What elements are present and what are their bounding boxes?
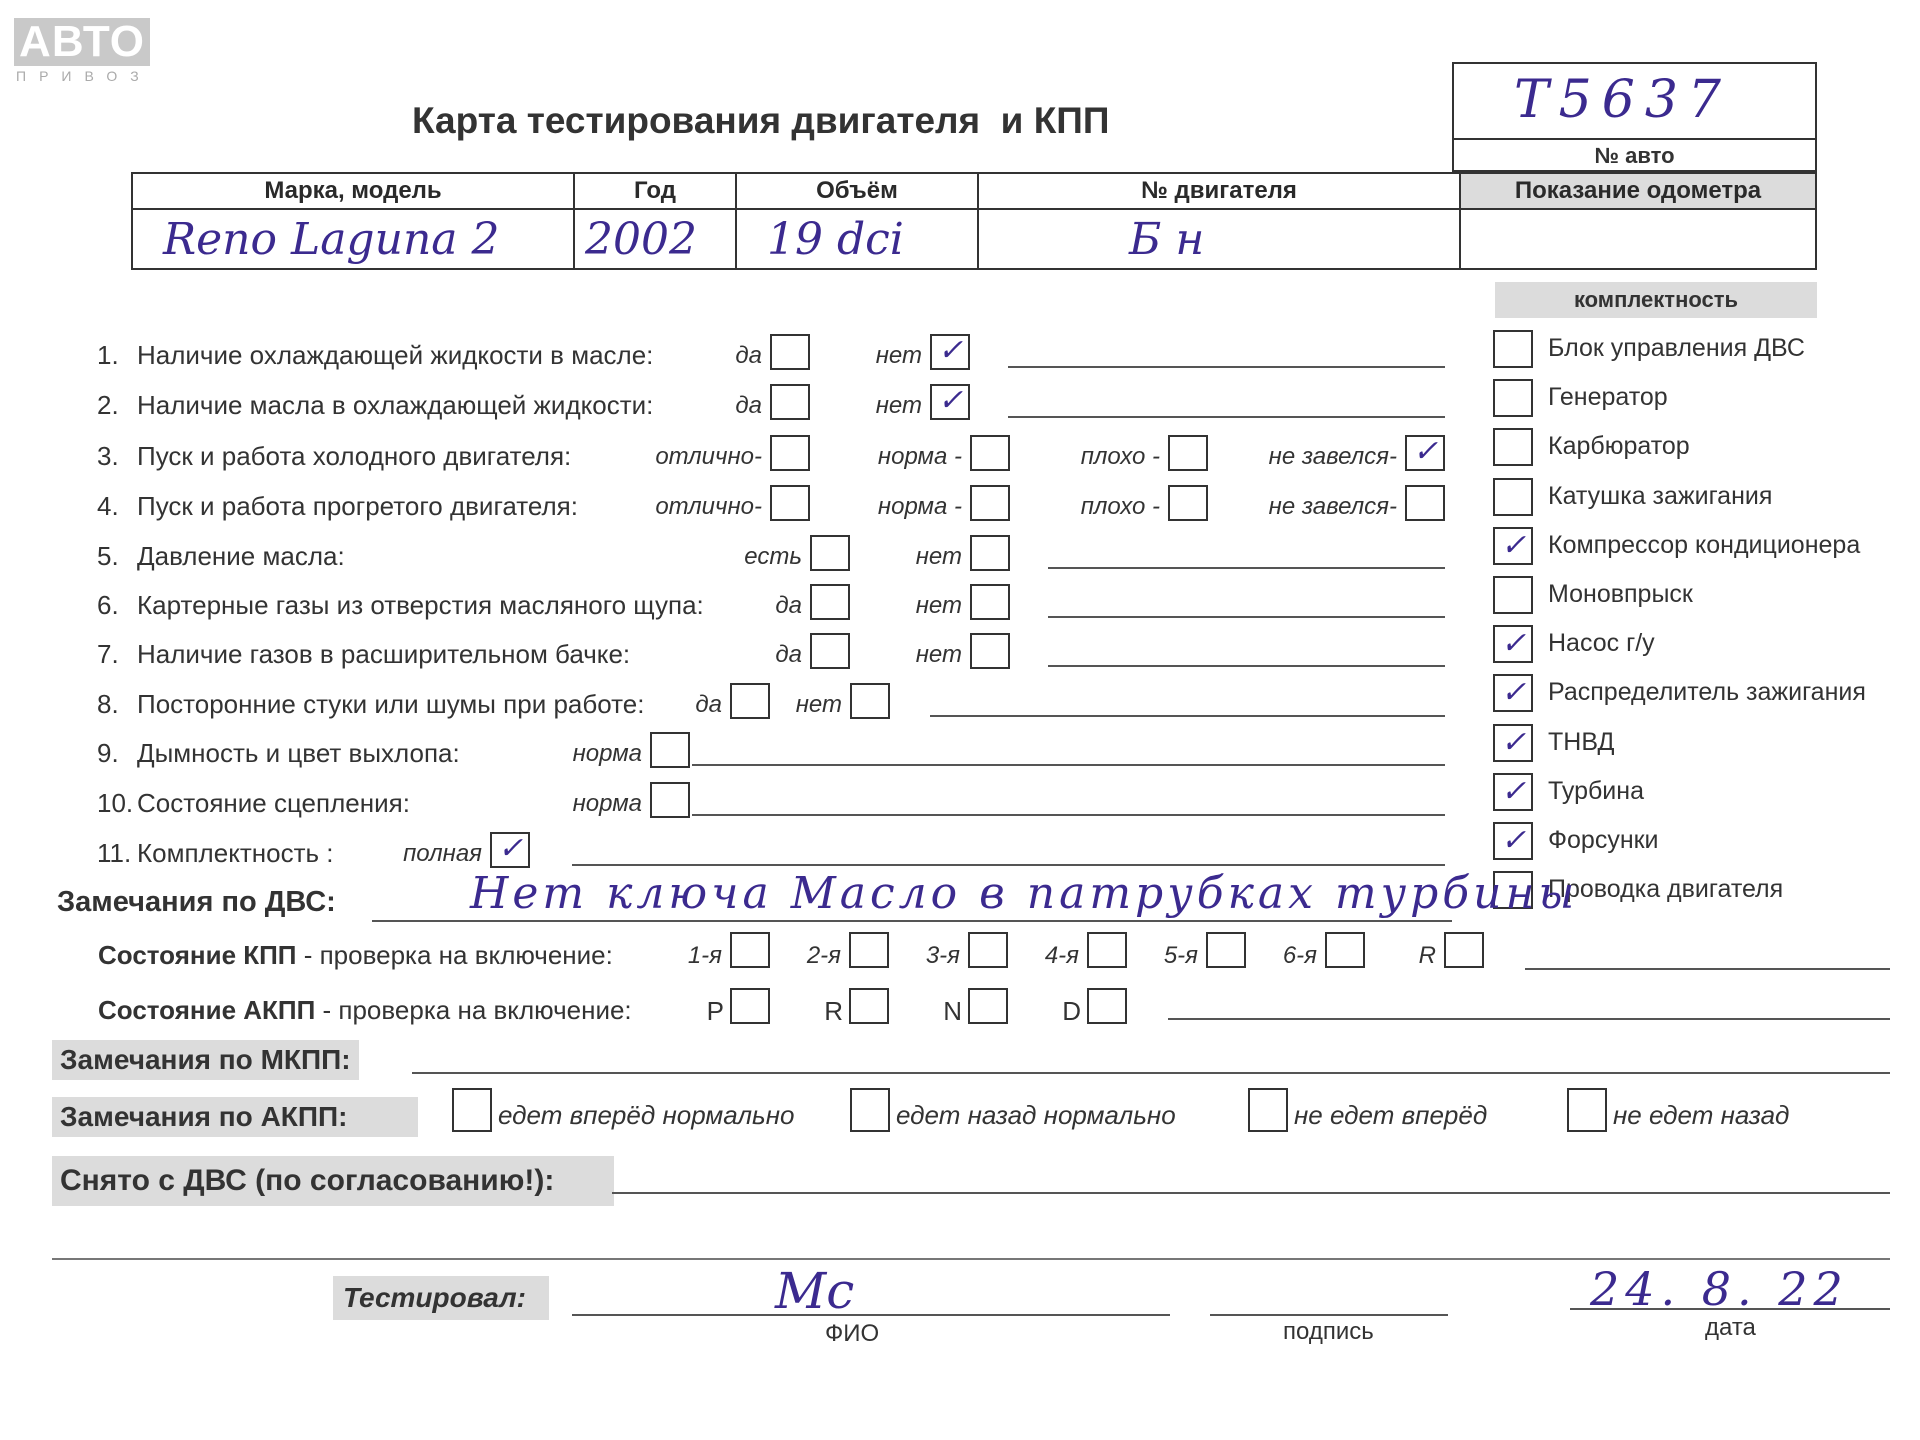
item-number: 10. [97,788,134,818]
akpp-mode-label: D [1062,996,1081,1026]
removed-label: Снято с ДВС (по согласованию!): [52,1156,614,1206]
komplekt-checkbox[interactable] [1493,773,1533,811]
item-option-label: нет [875,392,922,419]
check-mark-icon: ✓ [938,333,964,368]
footer-separator [52,1258,1890,1260]
item-label: Картерные газы из отверстия масляного щупа: [137,590,704,620]
item-number: 6. [97,590,119,620]
item-option-label: нет [795,691,842,718]
komplekt-item-label: Проводка двигателя [1548,875,1784,904]
item-checkbox[interactable] [930,334,970,370]
dvs-remarks-value: Нет ключа Масло в патрубках турбины [470,868,1579,919]
item-checkbox[interactable] [970,584,1010,620]
item-option-label: да [775,592,802,619]
item-number: 8. [97,689,119,719]
sign-label: подпись [1283,1318,1374,1345]
item-number: 1. [97,340,119,370]
item-option-label: да [775,641,802,668]
item-option-label: плохо - [1080,493,1160,520]
volume-value: 19 dci [736,209,978,269]
item-number: 9. [97,738,119,768]
dvs-remarks-line [372,920,1452,922]
header-table [131,172,1817,270]
item-number: 4. [97,491,119,521]
car-number-value: Т5637 [1514,70,1732,130]
odometer-label: Показание одометра [1460,173,1816,209]
kpp-label-rest: - проверка на включение: [296,940,613,970]
akpp-label [98,995,632,1026]
item-answer-line [1048,616,1445,618]
akpp-remark-label: едет вперёд нормально [498,1100,795,1130]
item-checkbox[interactable] [770,384,810,420]
komplekt-checkbox[interactable] [1493,428,1533,466]
akpp-remark-checkbox[interactable] [1248,1088,1288,1132]
check-mark-icon: ✓ [1413,434,1439,469]
akpp-mode-label: R [824,996,843,1026]
komplekt-checkbox[interactable] [1493,625,1533,663]
engine-value: Б н [978,209,1460,269]
car-number-label: № авто [1454,138,1815,172]
item-option-label: полная [403,840,482,867]
item-option-label: норма [572,790,642,817]
check-mark-icon: ✓ [938,383,964,418]
kpp-gear-label: 6-я [1282,942,1317,969]
akpp-mode-label: P [706,996,724,1026]
item-checkbox[interactable] [650,732,690,768]
item-checkbox[interactable] [810,584,850,620]
item-checkbox[interactable] [770,435,810,471]
item-checkbox[interactable] [970,535,1010,571]
fio-value: Мс [775,1262,855,1320]
date-value: 24. 8. 22 [1590,1262,1849,1316]
item-checkbox[interactable] [730,683,770,719]
engine-label: № двигателя [978,173,1460,209]
akpp-mode-checkbox[interactable] [1087,988,1127,1024]
akpp-mode-checkbox[interactable] [968,988,1008,1024]
item-checkbox[interactable] [650,782,690,818]
item-checkbox[interactable] [1405,485,1445,521]
item-option-label: норма - [877,493,962,520]
check-mark-icon: ✓ [1501,527,1527,563]
komplekt-checkbox[interactable] [1493,330,1533,368]
akpp-remark-checkbox[interactable] [850,1088,890,1132]
item-answer-line [1048,567,1445,569]
komplekt-item-label: Катушка зажигания [1548,481,1773,510]
item-answer-line [572,864,1445,866]
komplekt-item-label: Блок управления ДВС [1548,334,1805,362]
item-checkbox[interactable] [770,334,810,370]
kpp-gear-label: R [1418,942,1436,969]
komplekt-item-label: Компрессор кондиционера [1548,530,1861,559]
page-title: Карта тестирования двигателя и КПП [412,100,1110,141]
kpp-gear-checkbox[interactable] [730,932,770,968]
item-label: Состояние сцепления: [137,788,410,818]
akpp-remark-label: не едет назад [1613,1100,1790,1130]
akpp-remark-label: едет назад нормально [896,1100,1176,1130]
komplekt-item-label: Насос г/у [1548,629,1655,658]
komplekt-checkbox[interactable] [1493,674,1533,712]
item-option-label: есть [744,543,802,570]
item-answer-line [692,764,1445,766]
item-label: Наличие газов в расширительном бачке: [137,639,631,669]
item-option-label: норма - [877,443,962,470]
item-number: 2. [97,390,119,420]
fio-line [572,1314,1170,1316]
akpp-remark-label: не едет вперёд [1294,1100,1488,1130]
kpp-gear-label: 3-я [925,942,960,969]
komplekt-checkbox[interactable] [1493,822,1533,860]
item-option-label: не завелся- [1268,443,1397,470]
komplekt-item-label: Генератор [1548,383,1668,412]
logo-sub: ПРИВОЗ [16,68,152,84]
item-number: 3. [97,441,119,471]
kpp-gear-label: 5-я [1163,942,1198,969]
akpp-mode-label: N [943,996,962,1026]
item-label: Пуск и работа холодного двигателя: [137,441,572,471]
item-option-label: норма [572,740,642,767]
item-option-label: нет [875,342,922,369]
check-mark-icon: ✓ [1501,724,1527,760]
logo [14,18,150,66]
komplekt-item-label: Моновпрыск [1548,580,1693,608]
item-label: Дымность и цвет выхлопа: [137,738,460,768]
akpp-remark-checkbox[interactable] [1567,1088,1607,1132]
item-checkbox[interactable] [810,633,850,669]
fio-label: ФИО [825,1320,880,1347]
komplekt-checkbox[interactable] [1493,478,1533,516]
item-answer-line [1008,366,1445,368]
komplekt-item-label: Форсунки [1548,826,1659,854]
komplekt-item-label: Карбюратор [1548,432,1690,461]
item-option-label: плохо - [1080,443,1160,470]
dvs-remarks-label: Замечания по ДВС: [57,886,336,918]
akpp-mode-checkbox[interactable] [730,988,770,1024]
item-answer-line [930,715,1445,717]
item-option-label: нет [915,592,962,619]
item-checkbox[interactable] [970,435,1010,471]
year-label: Год [574,173,736,209]
kpp-gear-label: 2-я [806,942,841,969]
check-mark-icon: ✓ [1501,823,1527,858]
item-answer-line [1048,665,1445,667]
komplekt-checkbox[interactable] [1493,527,1533,565]
komplekt-item-label: ТНВД [1548,727,1615,756]
kpp-gear-checkbox[interactable] [849,932,889,968]
car-number-box [1452,62,1817,172]
item-number: 7. [97,639,119,669]
item-option-label: нет [915,543,962,570]
item-label: Комплектность : [137,838,334,868]
komplekt-title: комплектность [1495,282,1817,318]
item-checkbox[interactable] [970,633,1010,669]
akpp-remarks-label: Замечания по АКПП: [52,1097,418,1137]
item-option-label: не завелся- [1268,493,1397,520]
item-option-label: да [735,392,762,419]
check-mark-icon: ✓ [1501,773,1527,809]
item-checkbox[interactable] [810,535,850,571]
item-checkbox[interactable] [1168,485,1208,521]
item-option-label: да [695,691,722,718]
item-answer-line [692,814,1445,816]
kpp-gear-checkbox[interactable] [1444,932,1484,968]
odometer-value [1460,209,1816,269]
item-number: 11. [97,838,132,868]
item-checkbox[interactable] [490,832,530,868]
item-checkbox[interactable] [970,485,1010,521]
item-option-label: отлично- [655,493,762,520]
check-mark-icon: ✓ [1501,675,1527,711]
kpp-gear-checkbox[interactable] [1325,932,1365,968]
tested-label: Тестировал: [333,1276,549,1320]
item-label: Пуск и работа прогретого двигателя: [137,491,578,521]
item-checkbox[interactable] [1168,435,1208,471]
item-checkbox[interactable] [930,384,970,420]
sign-line [1210,1314,1448,1316]
volume-label: Объём [736,173,978,209]
item-label: Наличие охлаждающей жидкости в масле: [137,340,654,370]
item-checkbox[interactable] [1405,435,1445,471]
akpp-line [1168,1018,1890,1020]
kpp-label [98,940,613,971]
item-option-label: да [735,342,762,369]
kpp-label-bold: Состояние КПП [98,940,297,970]
akpp-remark-checkbox[interactable] [452,1088,492,1132]
logo-main: АВТО [19,17,145,66]
item-option-label: отлично- [655,443,762,470]
item-number: 5. [97,541,119,571]
kpp-gear-label: 4-я [1044,942,1079,969]
kpp-gear-label: 1-я [687,942,722,969]
kpp-gear-checkbox[interactable] [1206,932,1246,968]
check-mark-icon: ✓ [1501,626,1527,662]
check-mark-icon: ✓ [498,831,524,866]
item-checkbox[interactable] [850,683,890,719]
item-checkbox[interactable] [770,485,810,521]
kpp-gear-checkbox[interactable] [968,932,1008,968]
model-label: Марка, модель [132,173,574,209]
akpp-label-rest: - проверка на включение: [315,995,632,1025]
year-value: 2002 [574,209,736,269]
komplekt-checkbox[interactable] [1493,379,1533,417]
akpp-label-bold: Состояние АКПП [98,995,316,1025]
item-label: Наличие масла в охлаждающей жидкости: [137,390,654,420]
komplekt-item-label: Турбина [1548,776,1644,805]
komplekt-checkbox[interactable] [1493,576,1533,614]
akpp-mode-checkbox[interactable] [849,988,889,1024]
date-label: дата [1705,1314,1756,1341]
model-value: Reno Laguna 2 [132,209,574,269]
item-label: Посторонние стуки или шумы при работе: [137,689,645,719]
dvs-remarks-line-2 [1525,968,1890,970]
removed-line [612,1192,1890,1194]
komplekt-checkbox[interactable] [1493,724,1533,762]
item-option-label: нет [915,641,962,668]
item-answer-line [1008,416,1445,418]
kpp-gear-checkbox[interactable] [1087,932,1127,968]
mkpp-remarks-label: Замечания по МКПП: [52,1040,359,1080]
mkpp-line [412,1072,1890,1074]
item-label: Давление масла: [137,541,345,571]
komplekt-item-label: Распределитель зажигания [1548,678,1866,707]
